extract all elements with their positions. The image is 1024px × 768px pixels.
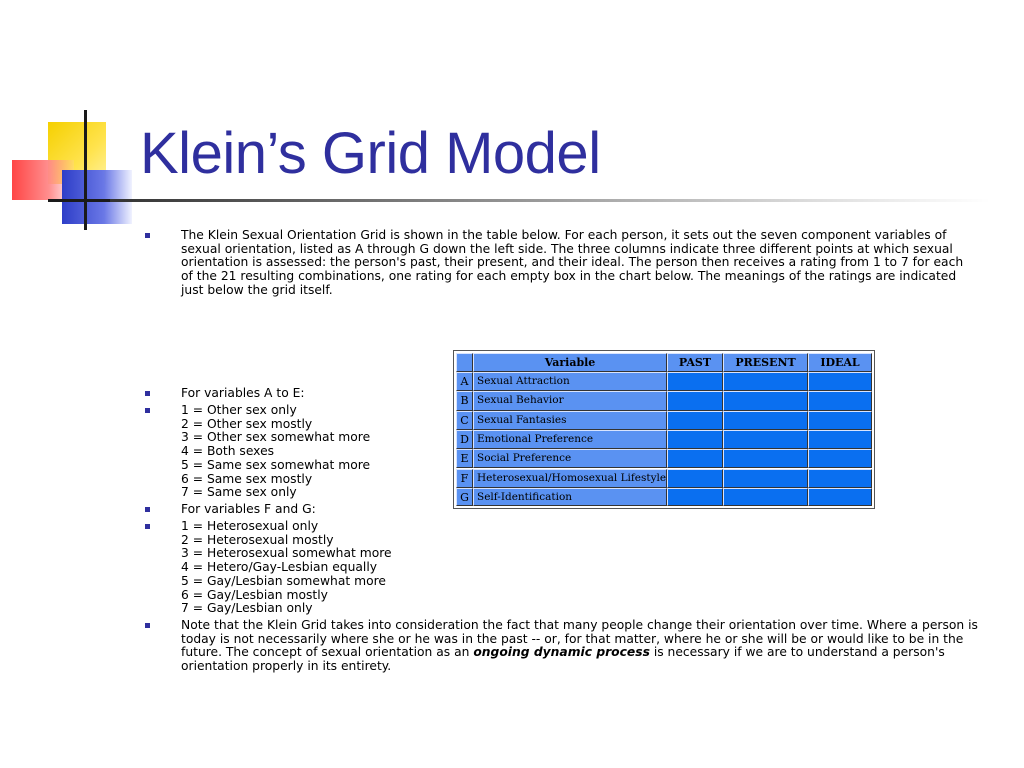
present-cell[interactable]	[723, 372, 808, 391]
row-letter: B	[456, 391, 473, 410]
row-variable: Heterosexual/Homosexual Lifestyle	[473, 469, 667, 488]
present-cell[interactable]	[723, 411, 808, 430]
bullet-marker-icon	[145, 233, 150, 238]
row-letter: E	[456, 449, 473, 468]
row-variable: Sexual Behavior	[473, 391, 667, 410]
note-text: is necessary if we are to understand a person's	[649, 645, 945, 660]
header-corner-cell	[456, 353, 473, 372]
fg-scale-item: 7 = Gay/Lesbian only	[181, 601, 313, 616]
present-cell[interactable]	[723, 449, 808, 468]
bullet-marker-icon	[145, 507, 150, 512]
note-emphasis: ongoing dynamic process	[473, 645, 650, 660]
row-letter: G	[456, 488, 473, 506]
present-cell[interactable]	[723, 430, 808, 449]
past-cell[interactable]	[667, 430, 723, 449]
note-line: today is not necessarily where she or he was in the past -- or, for that matter, where he or she will be or would like to be in the	[181, 631, 964, 646]
present-cell[interactable]	[723, 391, 808, 410]
note-line: Note that the Klein Grid takes into consideration the fact that many people change their orientation over time. Where a person is	[181, 618, 978, 632]
row-letter: D	[456, 430, 473, 449]
fg-scale-item: 4 = Hetero/Gay-Lesbian equally	[181, 560, 378, 575]
header-ideal: IDEAL	[808, 353, 872, 372]
title-underline	[110, 199, 990, 202]
row-letter: F	[456, 469, 473, 488]
ae-scale-item: 6 = Same sex mostly	[181, 471, 313, 486]
ideal-cell[interactable]	[808, 411, 872, 430]
logo-blue-square	[62, 170, 132, 224]
past-cell[interactable]	[667, 391, 723, 410]
note-line	[181, 646, 1005, 660]
row-variable: Sexual Attraction	[473, 372, 667, 391]
past-cell[interactable]	[667, 411, 723, 430]
fg-scale-item: 3 = Heterosexual somewhat more	[181, 546, 392, 561]
ideal-cell[interactable]	[808, 449, 872, 468]
intro-line: The Klein Sexual Orientation Grid is shown in the table below. For each person, it sets out the seven component variables of	[181, 228, 947, 242]
bullet-marker-icon	[145, 391, 150, 396]
header-variable: Variable	[473, 353, 667, 372]
ae-scale-item: 3 = Other sex somewhat more	[181, 430, 371, 445]
intro-line: orientation is assessed: the person's past, their present, and their ideal. The person then receives a rating from 1 to 7 for each	[181, 255, 964, 270]
past-cell[interactable]	[667, 372, 723, 391]
row-letter: A	[456, 372, 473, 391]
header-past: PAST	[667, 353, 723, 372]
bullet-marker-icon	[145, 524, 150, 529]
intro-line: sexual orientation, listed as A through G down the left side. The three columns indicate three different points at which sexual	[181, 241, 953, 256]
ideal-cell[interactable]	[808, 488, 872, 506]
ae-scale-item: 5 = Same sex somewhat more	[181, 457, 371, 472]
page-title: Klein’s Grid Model	[140, 121, 601, 186]
fg-scale-item: 5 = Gay/Lesbian somewhat more	[181, 573, 386, 588]
row-variable: Self-Identification	[473, 488, 667, 506]
row-variable: Sexual Fantasies	[473, 411, 667, 430]
bullet-marker-icon	[145, 408, 150, 413]
header-present: PRESENT	[723, 353, 808, 372]
present-cell[interactable]	[723, 469, 808, 488]
past-cell[interactable]	[667, 469, 723, 488]
ideal-cell[interactable]	[808, 469, 872, 488]
ideal-cell[interactable]	[808, 430, 872, 449]
ae-scale-item: 1 = Other sex only	[181, 403, 297, 417]
ideal-cell[interactable]	[808, 391, 872, 410]
row-letter: C	[456, 411, 473, 430]
note-text: future. The concept of sexual orientation as an	[181, 645, 474, 660]
ae-heading: For variables A to E:	[181, 386, 305, 400]
ae-scale-item: 4 = Both sexes	[181, 444, 275, 459]
past-cell[interactable]	[667, 449, 723, 468]
present-cell[interactable]	[723, 488, 808, 506]
bullet-marker-icon	[145, 623, 150, 628]
past-cell[interactable]	[667, 488, 723, 506]
fg-scale-item: 2 = Heterosexual mostly	[181, 532, 334, 547]
ae-scale-item: 2 = Other sex mostly	[181, 416, 313, 431]
fg-heading: For variables F and G:	[181, 502, 316, 516]
fg-scale-item: 6 = Gay/Lesbian mostly	[181, 587, 328, 602]
intro-line: just below the grid itself.	[181, 282, 333, 297]
intro-line: of the 21 resulting combinations, one rating for each empty box in the chart below. The meanings of the ratings are indicated	[181, 269, 957, 284]
row-variable: Emotional Preference	[473, 430, 667, 449]
ideal-cell[interactable]	[808, 372, 872, 391]
fg-scale-item: 1 = Heterosexual only	[181, 519, 319, 533]
logo-vertical-line	[84, 110, 87, 230]
klein-grid-table	[453, 350, 875, 509]
row-variable: Social Preference	[473, 449, 667, 468]
note-line: orientation properly in its entirety.	[181, 659, 392, 674]
ae-scale-item: 7 = Same sex only	[181, 485, 297, 500]
